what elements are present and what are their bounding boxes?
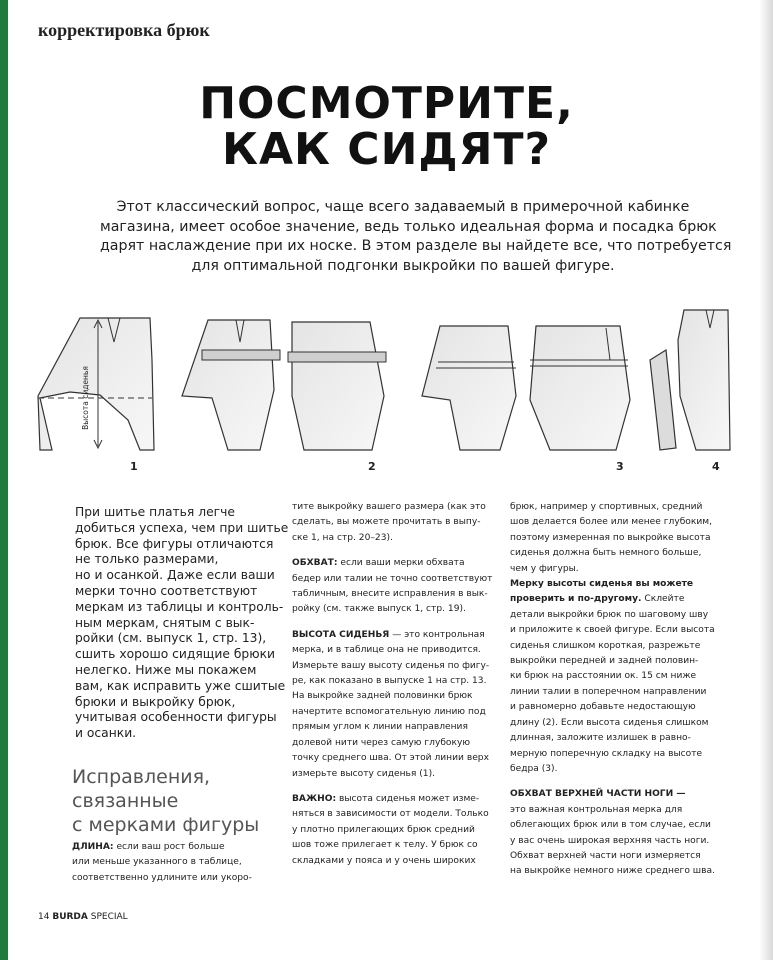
text-line: ным меркам, снятым с вык- (75, 615, 255, 630)
text-line: Склейте (641, 594, 685, 605)
text-line: прямым углом к линии направления (292, 722, 468, 733)
subheading-line: Исправления, (72, 766, 211, 788)
text-line: долевой нити через самую глубокую (292, 737, 471, 748)
figure-2-lengthen-pattern (182, 320, 386, 450)
text-line: линии талии в поперечном направлении (510, 686, 707, 697)
brand-name: BURDA (52, 912, 88, 922)
text-line (510, 592, 725, 607)
section-label: корректировка брюк (38, 20, 210, 40)
text-line: или меньше указанного в таблице, (72, 857, 242, 868)
text-line: добиться успеха, чем при шитье (75, 520, 289, 535)
text-line: детали выкройки брюк по шаговому шву (510, 609, 709, 620)
text-line: поэтому измеренная по выкройке высота (510, 532, 711, 543)
text-line: нелегко. Ниже мы покажем (75, 662, 257, 677)
intro-paragraph (100, 198, 732, 276)
text-line: если ваши мерки обхвата (337, 558, 465, 569)
text-line: меркам из таблицы и контроль- (75, 599, 284, 614)
text-line: сшить хорошо сидящие брюки (75, 647, 275, 662)
figure-number-2: 2 (368, 460, 376, 473)
intro-line: для оптимальной подгонки выкройки по вашей фигуре. (191, 257, 615, 274)
column-2 (292, 500, 497, 869)
text-line: и равномерно добавьте недостающую (510, 702, 696, 713)
pattern-drawings (30, 300, 740, 480)
text-line: не только размерами, (75, 552, 219, 567)
rise-label: Высота сиденья (81, 366, 90, 430)
check-lead: проверить и по-другому. (510, 594, 642, 605)
text-line: облегающих брюк или в том случае, если (510, 820, 711, 831)
text-line: На выкройке задней половинки брюк (292, 691, 473, 702)
text-line: бедер или талии не точно соответствуют (292, 573, 493, 584)
text-line: При шитье платья легче (75, 505, 235, 519)
text-line: у плотно прилегающих брюк средний (292, 824, 475, 835)
text-line: если ваш рост больше (113, 842, 225, 852)
text-line: измерьте высоту сиденья (1). (292, 768, 436, 779)
text-line: тите выкройку вашего размера (как это (292, 502, 486, 512)
text-line: Обхват верхней части ноги измеряется (510, 850, 701, 861)
text-line: высота сиденья может изме- (336, 793, 480, 804)
section-subheading (72, 765, 259, 837)
pattern-illustrations (30, 300, 740, 480)
text-line: мерную поперечную складку на высоте (510, 748, 703, 759)
intro-line: дарят наслаждение при их носке. В этом разделе вы найдете все, что потребуется (100, 238, 732, 254)
rise-lead: ВЫСОТА СИДЕНЬЯ (292, 629, 390, 640)
text-line: вам, как исправить уже сшитые (75, 678, 286, 693)
text-line: бедра (3). (510, 763, 558, 774)
text-line: соответственно удлините или укоро- (72, 872, 252, 883)
text-line: у вас очень широкая верхняя часть ноги. (510, 835, 710, 846)
text-line: брюк, например у спортивных, средний (510, 502, 703, 512)
text-line (292, 628, 497, 643)
text-line: брюки и выкройку брюк, (75, 694, 236, 709)
page-title-line-1: ПОСМОТРИТЕ, (199, 78, 574, 129)
length-lead: ДЛИНА: (72, 842, 114, 852)
text-line: ройки (см. выпуск 1, стр. 13), (75, 631, 267, 646)
text-line: длину (2). Если высота сиденья слишком (510, 717, 709, 728)
text-line: — это контрольная (389, 629, 485, 640)
page-number: 14 (38, 912, 50, 922)
subheading-line: связанные (72, 790, 179, 812)
text-line: ре, как показано в выпуске 1 на стр. 13. (292, 676, 487, 687)
figure-number-4: 4 (712, 460, 720, 473)
text-line: сиденья слишком короткая, разрежьте (510, 640, 701, 651)
text-line: сиденья должна быть немного больше, (510, 548, 702, 559)
text-line: и осанки. (75, 726, 137, 741)
text-line: мерки точно соответствуют (75, 583, 258, 598)
thigh-lead: ОБХВАТ ВЕРХНЕЙ ЧАСТИ НОГИ — (510, 789, 686, 800)
text-line (72, 840, 277, 855)
text-line: выкройки передней и задней половин- (510, 656, 699, 667)
length-paragraph (72, 840, 277, 886)
figure-1-back-pattern (38, 318, 154, 450)
text-line: няться в зависимости от модели. Только (292, 809, 489, 820)
text-line: брюк. Все фигуры отличаются (75, 536, 274, 551)
column-1-intro (75, 505, 289, 742)
text-line: шов делается более или менее глубоким, (510, 517, 713, 528)
intro-line: Этот классический вопрос, чаще всего задаваемый в примерочной кабинке (116, 199, 690, 215)
figure-number-3: 3 (616, 460, 624, 473)
edition-label: SPECIAL (90, 912, 128, 922)
text-line: табличным, внесите исправления в вык- (292, 589, 488, 600)
text-line: начертите вспомогательную линию под (292, 706, 486, 717)
subheading-line: с мерками фигуры (72, 814, 260, 836)
text-line: мерка, и в таблице она не приводится. (292, 645, 481, 656)
text-line: это важная контрольная мерка для (510, 804, 683, 815)
column-3 (510, 500, 725, 880)
figure-4-seam-pattern (650, 310, 730, 450)
text-line: на выкройке немного ниже среднего шва. (510, 866, 715, 877)
page-footer (38, 912, 128, 922)
text-line: сделать, вы можете прочитать в выпу- (292, 517, 481, 528)
text-line (292, 792, 497, 807)
figure-number-1: 1 (130, 460, 138, 473)
text-line: шов тоже прилегает к телу. У брюк со (292, 840, 478, 851)
text-line: длинная, заложите излишек в равно- (510, 733, 691, 744)
girth-lead: ОБХВАТ: (292, 558, 338, 569)
text-line: учитывая особенности фигуры (75, 710, 277, 725)
text-line: складками у пояса и у очень широких (292, 855, 476, 866)
text-line: точку среднего шва. От этой линии верх (292, 753, 489, 764)
check-lead: Мерку высоты сиденья вы можете (510, 579, 694, 590)
intro-line: магазина, имеет особое значение, ведь только идеальная форма и посадка брюк (100, 218, 717, 235)
text-line: и приложите к своей фигуре. Если высота (510, 625, 715, 636)
text-line (292, 556, 497, 571)
text-line: ройку (см. также выпуск 1, стр. 19). (292, 604, 466, 615)
note-lead: ВАЖНО: (292, 793, 337, 804)
page-title-line-2: КАК СИДЯТ? (221, 124, 552, 175)
text-line: но и осанкой. Даже если ваши (75, 568, 275, 583)
text-line: Измерьте вашу высоту сиденья по фигу- (292, 660, 490, 671)
figure-3-shorten-pattern (422, 326, 630, 450)
text-line: ске 1, на стр. 20–23). (292, 532, 393, 543)
text-line: чем у фигуры. (510, 563, 579, 574)
text-line: ки брюк на расстоянии ок. 15 см ниже (510, 671, 697, 682)
